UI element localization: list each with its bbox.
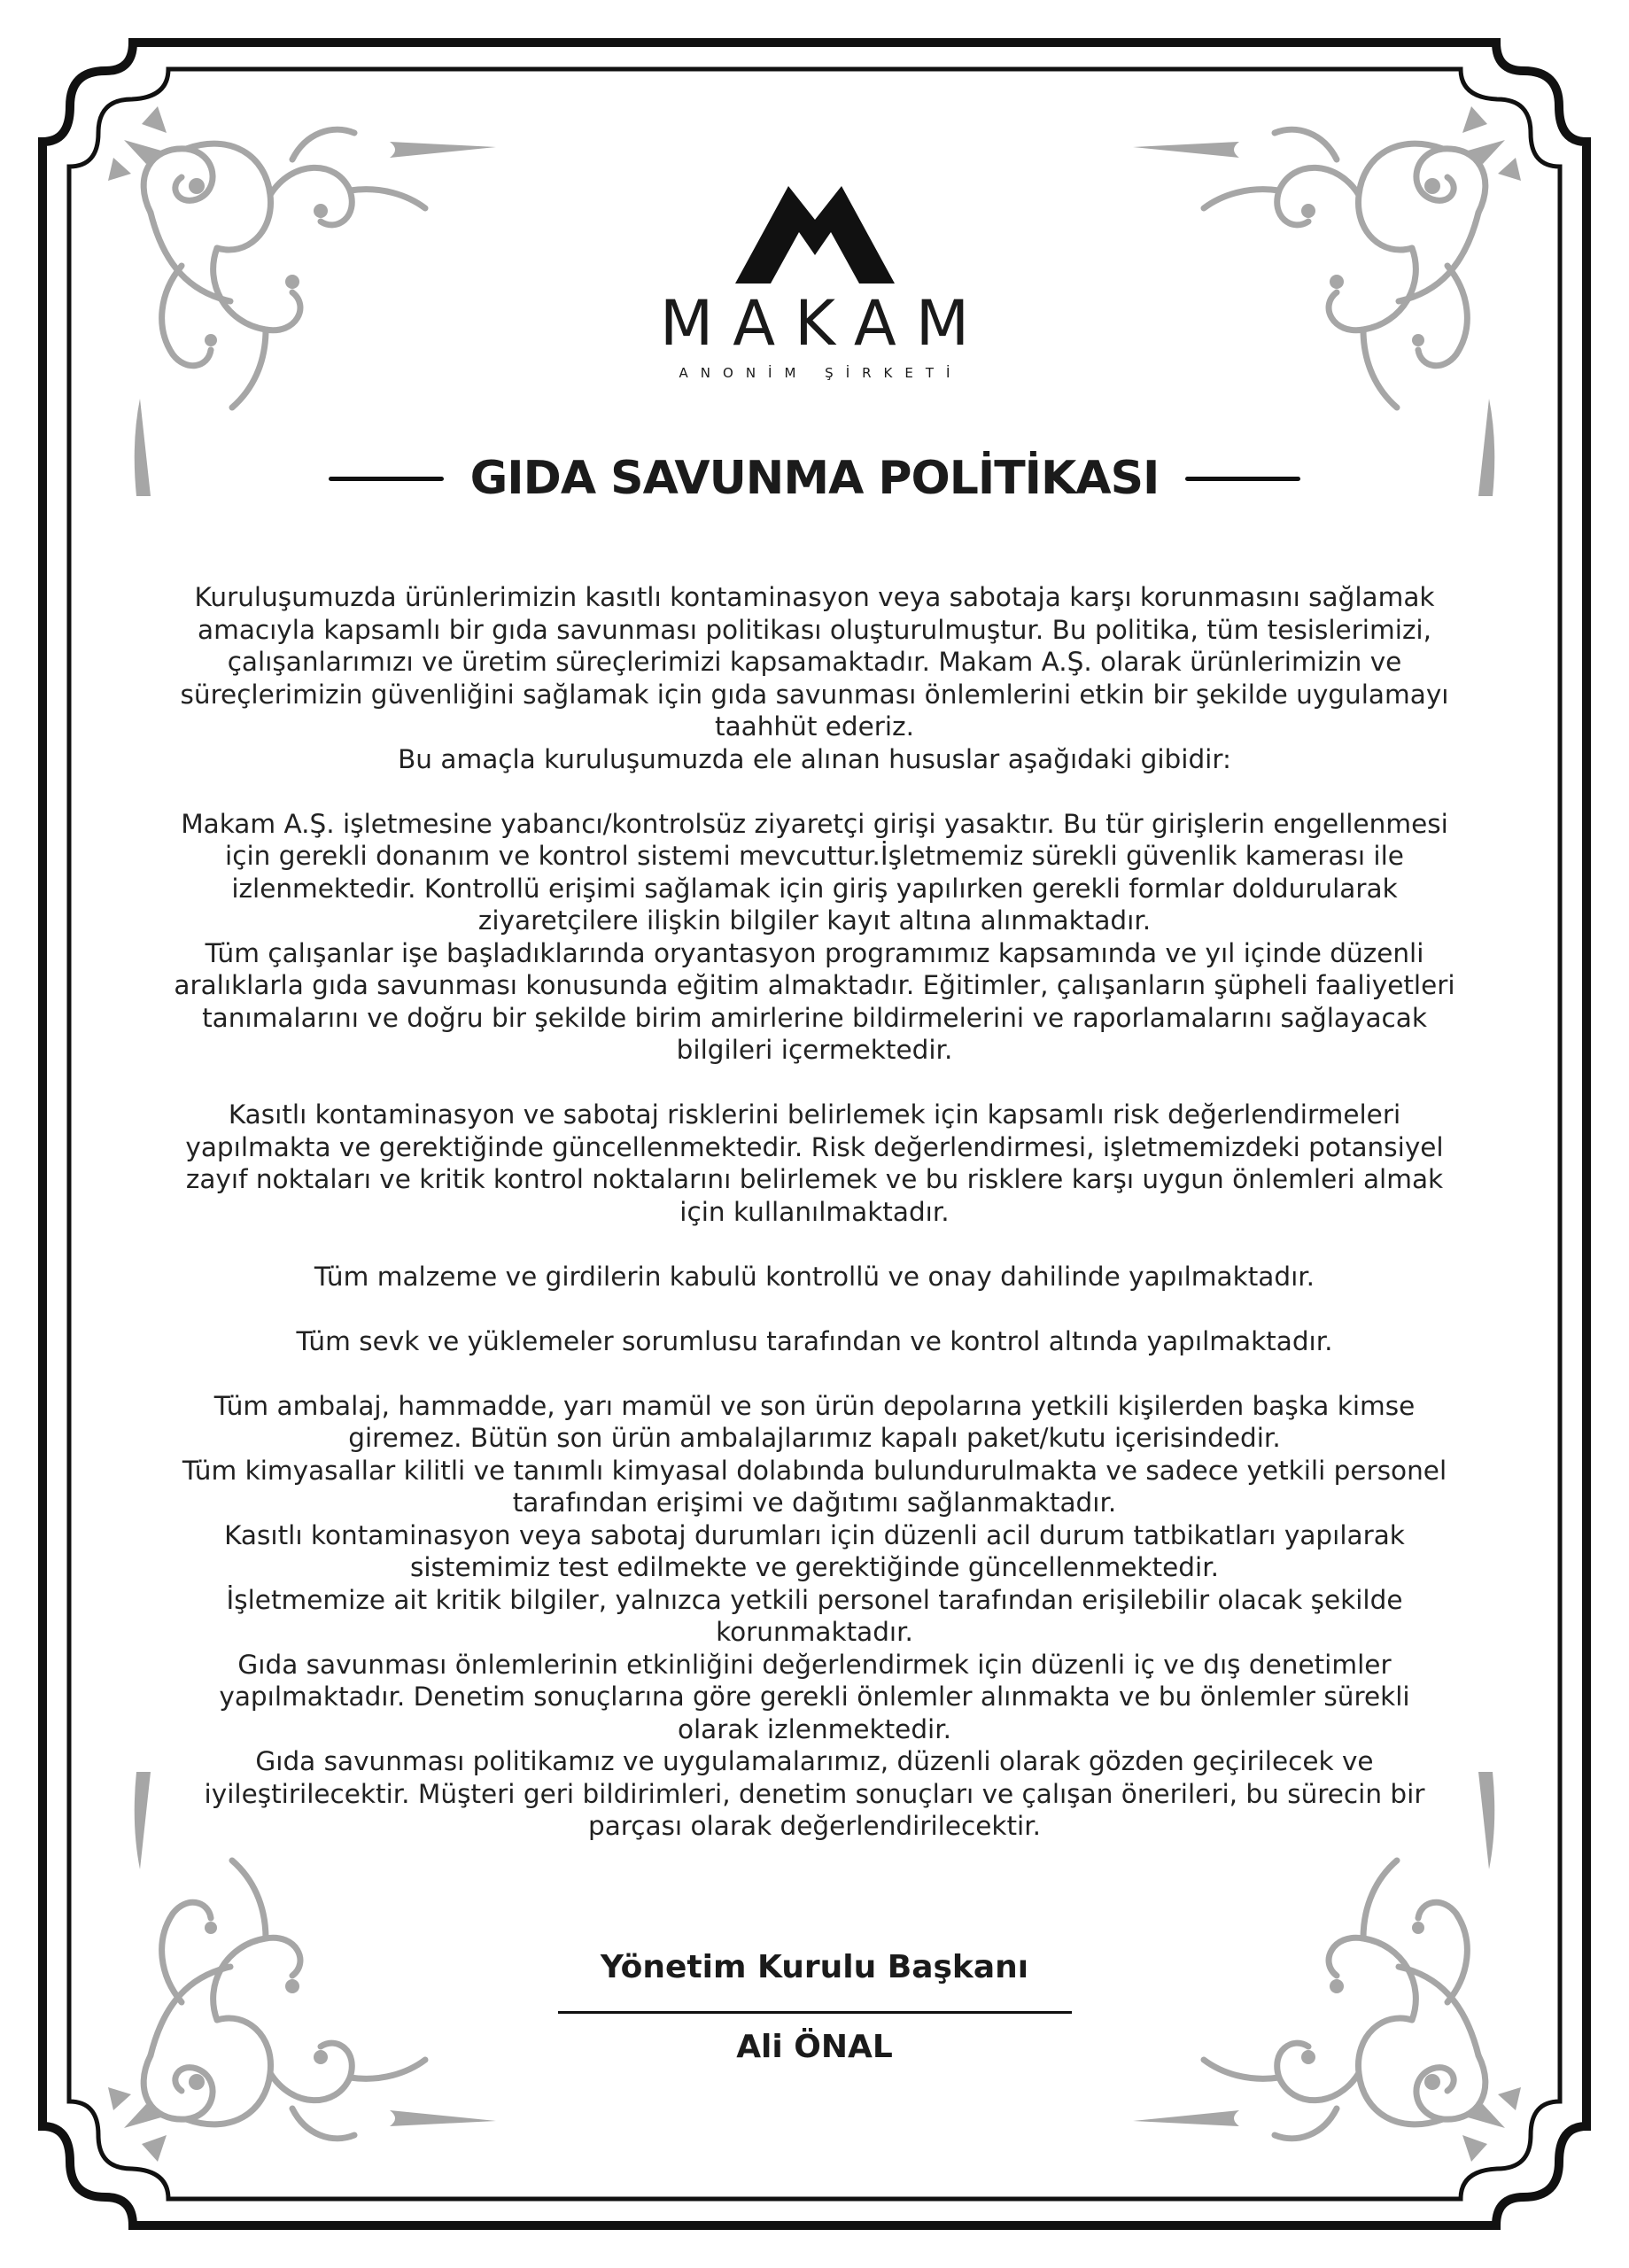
title-rule-right bbox=[1185, 477, 1300, 481]
body-line: taahhüt ederiz. bbox=[715, 711, 914, 742]
company-logo bbox=[0, 186, 1629, 381]
body-line: için kullanılmaktadır. bbox=[679, 1196, 950, 1227]
body-line: korunmaktadır. bbox=[716, 1617, 913, 1647]
body-line: Kasıtlı kontaminasyon ve sabotaj risklerini belirlemek için kapsamlı risk değerlendirmeleri bbox=[228, 1099, 1401, 1130]
signature-line bbox=[558, 2011, 1072, 2014]
body-line: yapılmakta ve gerektiğinde güncellenmektedir. Risk değerlendirmesi, işletmemizdeki potansiyel bbox=[185, 1131, 1444, 1162]
body-line: Kasıtlı kontaminasyon veya sabotaj durumları için düzenli acil durum tatbikatları yapılarak bbox=[224, 1519, 1405, 1550]
paragraph-gap bbox=[159, 1067, 1470, 1099]
body-line: izlenmektedir. Kontrollü erişimi sağlamak için giriş yapılırken gerekli formlar doldurularak bbox=[231, 873, 1398, 904]
body-line: aralıklarla gıda savunması konusunda eğitim almaktadır. Eğitimler, çalışanların şüpheli faaliyetleri bbox=[174, 970, 1455, 1000]
paragraph-gap bbox=[159, 1293, 1470, 1325]
body-line: çalışanlarımızı ve üretim süreçlerimizi kapsamaktadır. Makam A.Ş. olarak ürünlerimizin ve bbox=[227, 647, 1402, 677]
body-line: zayıf noktaları ve kritik kontrol noktalarını belirlemek ve bu risklere karşı uygun önlemleri almak bbox=[185, 1164, 1444, 1194]
body-line: Tüm sevk ve yüklemeler sorumlusu tarafından ve kontrol altında yapılmaktadır. bbox=[296, 1325, 1333, 1356]
paragraph-gap bbox=[159, 1357, 1470, 1390]
body-line: Tüm çalışanlar işe başladıklarında oryantasyon programımız kapsamında ve yıl içinde düzenli bbox=[205, 937, 1424, 968]
body-line: süreçlerimizin güvenliğini sağlamak için gıda savunması önlemlerini etkin bir şekilde uygulamayı bbox=[180, 679, 1449, 710]
body-line: Gıda savunması politikamız ve uygulamalarımız, düzenli olarak gözden geçirilecek ve bbox=[255, 1746, 1374, 1776]
body-line: iyileştirilecektir. Müşteri geri bildirimleri, denetim sonuçları ve çalışan önerileri, bu sürecin bir bbox=[204, 1778, 1425, 1809]
body-line: tanımalarını ve doğru bir şekilde birim amirlerine bildirmelerini ve raporlamalarını sağlayacak bbox=[202, 1002, 1427, 1033]
policy-body bbox=[159, 581, 1470, 1843]
body-line: ziyaretçilere ilişkin bilgiler kayıt altına alınmaktadır. bbox=[477, 905, 1152, 936]
paragraph-gap bbox=[159, 1228, 1470, 1261]
body-line: Makam A.Ş. işletmesine yabancı/kontrolsüz ziyaretçi girişi yasaktır. Bu tür girişlerin engellenmesi bbox=[181, 808, 1448, 839]
page-title: GIDA SAVUNMA POLİTİKASI bbox=[469, 452, 1160, 505]
body-line: İşletmemize ait kritik bilgiler, yalnızca yetkili personel tarafından erişilebilir olacak şekilde bbox=[226, 1584, 1403, 1615]
body-line: amacıyla kapsamlı bir gıda savunması politikası oluşturulmuştur. Bu politika, tüm tesislerimizi, bbox=[198, 614, 1431, 645]
body-line: yapılmaktadır. Denetim sonuçlarına göre gerekli önlemler alınmakta ve bu önlemler sürekli bbox=[219, 1682, 1410, 1712]
body-line: Gıda savunması önlemlerinin etkinliğini değerlendirmek için düzenli iç ve dış denetimler bbox=[237, 1649, 1392, 1680]
paragraph-gap bbox=[159, 775, 1470, 808]
body-line: Bu amaçla kuruluşumuzda ele alınan hususlar aşağıdaki gibidir: bbox=[398, 743, 1231, 774]
body-line: Tüm malzeme ve girdilerin kabulü kontrollü ve onay dahilinde yapılmaktadır. bbox=[314, 1261, 1315, 1292]
m-monogram-icon bbox=[735, 186, 895, 284]
title-rule-left bbox=[329, 477, 444, 481]
signature-role: Yönetim Kurulu Başkanı bbox=[600, 1949, 1029, 1985]
body-line: bilgileri içermektedir. bbox=[676, 1035, 953, 1065]
body-line: tarafından erişimi ve dağıtımı sağlanmaktadır. bbox=[512, 1487, 1117, 1518]
body-line: sistemimiz test edilmekte ve gerektiğinde güncellenmektedir. bbox=[409, 1552, 1220, 1582]
title-row bbox=[0, 452, 1629, 505]
logo-name: MAKAM bbox=[659, 287, 989, 360]
logo-subtitle: ANONİM ŞİRKETİ bbox=[679, 365, 963, 381]
body-line: olarak izlenmektedir. bbox=[677, 1713, 952, 1744]
signature-name: Ali ÖNAL bbox=[736, 2029, 893, 2065]
body-line: Tüm ambalaj, hammadde, yarı mamül ve son ürün depolarına yetkili kişilerden başka kimse bbox=[213, 1390, 1416, 1421]
body-line: için gerekli donanım ve kontrol sistemi mevcuttur.İşletmemiz sürekli güvenlik kamerası ile bbox=[225, 841, 1404, 871]
body-line: Kuruluşumuzda ürünlerimizin kasıtlı kontaminasyon veya sabotaja karşı korunmasını sağlamak bbox=[194, 582, 1435, 612]
body-line: giremez. Bütün son ürün ambalajlarımız kapalı paket/kutu içerisindedir. bbox=[348, 1423, 1281, 1453]
body-line: Tüm kimyasallar kilitli ve tanımlı kimyasal dolabında bulundurulmakta ve sadece yetkili personel bbox=[182, 1455, 1447, 1486]
body-line: parçası olarak değerlendirilecektir. bbox=[587, 1811, 1042, 1841]
